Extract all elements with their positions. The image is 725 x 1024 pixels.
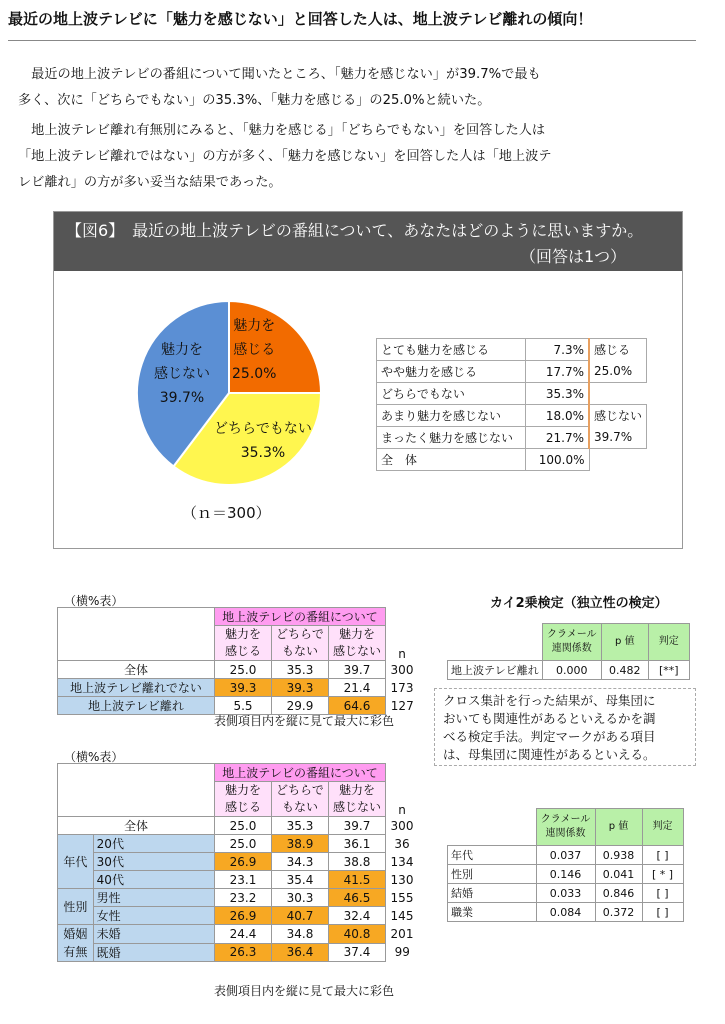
chi-square-table-1: クラメール 連関係数 p 値 判定 地上波テレビ離れ 0.000 0.482 [**] <box>447 623 690 680</box>
group-label: 婚姻 有無 <box>58 925 94 962</box>
crosstab1-table: 地上波テレビの番組について 魅力を 感じる どちらで もない 魅力を 感じない n 全体 25.0 35.3 39.7 300 地上波テレビ離れでない 39.3 39.3 21.4 173 地上波テレビ離れ 5.5 29.9 64.6 127 <box>57 607 419 715</box>
figure-heading-line2: （回答は1つ） <box>520 247 627 266</box>
column-header: 魅力を 感じない <box>329 782 386 817</box>
column-header: 魅力を 感じる <box>215 782 272 817</box>
table-row: 結婚 0.033 0.846 [ ] <box>448 884 684 903</box>
table-row: 全 体 100.0% <box>377 449 647 471</box>
table-row: どちらでもない 35.3% <box>377 383 647 405</box>
paragraph-line: 多く、次に「どちらでもない」の35.3%、「魅力を感じる」の25.0%と続いた。 <box>18 93 491 108</box>
crosstab2-caption: （横%表） <box>64 750 124 764</box>
pie-label-neutral: どちらでもない 35.3% <box>214 421 312 461</box>
table-row: 年代 20代 25.0 38.9 36.1 36 <box>58 835 419 853</box>
group-label: 性別 <box>58 889 94 925</box>
column-header: 魅力を 感じない <box>329 626 386 661</box>
table-row: あまり魅力を感じない 18.0% 感じない <box>377 405 647 427</box>
paragraph-line: 地上波テレビ離れ有無別にみると、「魅力を感じる」「どちらでもない」を回答した人は <box>18 123 546 138</box>
paragraph-line: 最近の地上波テレビの番組について聞いたところ、「魅力を感じない」が39.7%で最も <box>18 67 541 82</box>
table-row: 40代 23.1 35.4 41.5 130 <box>58 871 419 889</box>
table-row: 年代 0.037 0.938 [ ] <box>448 846 684 865</box>
table-row: 性別 0.146 0.041 [ * ] <box>448 865 684 884</box>
chi-square-table-2: クラメール 連関係数 p 値 判定 年代 0.037 0.938 [ ] 性別 0.146 0.041 [ * ] 結婚 0.033 0.846 [ ] 職業 0.084 0.372 [ ] <box>447 808 684 922</box>
paragraph-line: レビ離れ」の方が多い妥当な結果であった。 <box>18 175 282 190</box>
figure-heading <box>54 212 682 271</box>
test-explanation-note: クロス集計を行った結果が、母集団に おいても関連性があるといえるかを調 べる検定手法。判定マークがある項目 は、母集団に関連性があるといえる。 <box>434 688 696 766</box>
chi-square-title: カイ2乗検定（独立性の検定） <box>490 596 668 611</box>
table-row: 30代 26.9 34.3 38.8 134 <box>58 853 419 871</box>
table-row: 地上波テレビ離れ 0.000 0.482 [**] <box>448 661 690 680</box>
pie-label-unattract: 魅力を 感じない 39.7% <box>154 342 210 406</box>
page-title: 最近の地上波テレビに「魅力を感じない」と回答した人は、地上波テレビ離れの傾向！ <box>8 10 593 28</box>
table-row: やや魅力を感じる 17.7% 25.0% <box>377 361 647 383</box>
table-row: まったく魅力を感じない 21.7% 39.7% <box>377 427 647 449</box>
table-row: 既婚 26.3 36.4 37.4 99 <box>58 943 419 962</box>
table-row: 全体 25.0 35.3 39.7 300 <box>58 661 419 679</box>
crosstab2-table: 地上波テレビの番組について 魅力を 感じる どちらで もない 魅力を 感じない n 全体 25.0 35.3 39.7 300 年代 20代 25.0 38.9 36.1 36 30代 26.9 34.3 38.8 134 40代 23.1 35.4 41.5 130 性別 男性 23.2 30.3 46.5 155 女性 26.9 40.7 32.4 145 婚姻 有無 未婚 24.4 34.8 40.8 201 既婚 26.3 36.4 37.4 99 <box>57 763 419 962</box>
pie-label-attract: 魅力を 感じる 25.0% <box>232 318 277 382</box>
column-header: 魅力を 感じる <box>215 626 272 661</box>
crosstab1-footnote: 表側項目内を縦に見て最大に彩色 <box>214 714 395 728</box>
table-row: 全体 25.0 35.3 39.7 300 <box>58 817 419 835</box>
title-divider <box>8 40 696 41</box>
column-header: どちらで もない <box>272 626 329 661</box>
table-row: 性別 男性 23.2 30.3 46.5 155 <box>58 889 419 907</box>
figure-heading-line1: 【図6】 最近の地上波テレビの番組について、あなたはどのように思いますか。 <box>66 221 644 240</box>
crosstab2-footnote: 表側項目内を縦に見て最大に彩色 <box>214 984 395 998</box>
table-row: 女性 26.9 40.7 32.4 145 <box>58 907 419 925</box>
sample-size-label: （ｎ＝300） <box>182 504 271 522</box>
table-row: とても魅力を感じる 7.3% 感じる <box>377 339 647 361</box>
column-header: どちらで もない <box>272 782 329 817</box>
crosstab1-caption: （横%表） <box>64 594 124 608</box>
crosstab1-header-span: 地上波テレビの番組について <box>215 608 386 626</box>
summary-table <box>376 338 647 471</box>
table-row: 婚姻 有無 未婚 24.4 34.8 40.8 201 <box>58 925 419 944</box>
table-row: 職業 0.084 0.372 [ ] <box>448 903 684 922</box>
table-row: 地上波テレビ離れ 5.5 29.9 64.6 127 <box>58 697 419 715</box>
table-row: 地上波テレビ離れでない 39.3 39.3 21.4 173 <box>58 679 419 697</box>
group-label: 年代 <box>58 835 94 889</box>
paragraph-line: 「地上波テレビ離れではない」の方が多く、「魅力を感じない」を回答した人は「地上波テ <box>18 149 552 164</box>
